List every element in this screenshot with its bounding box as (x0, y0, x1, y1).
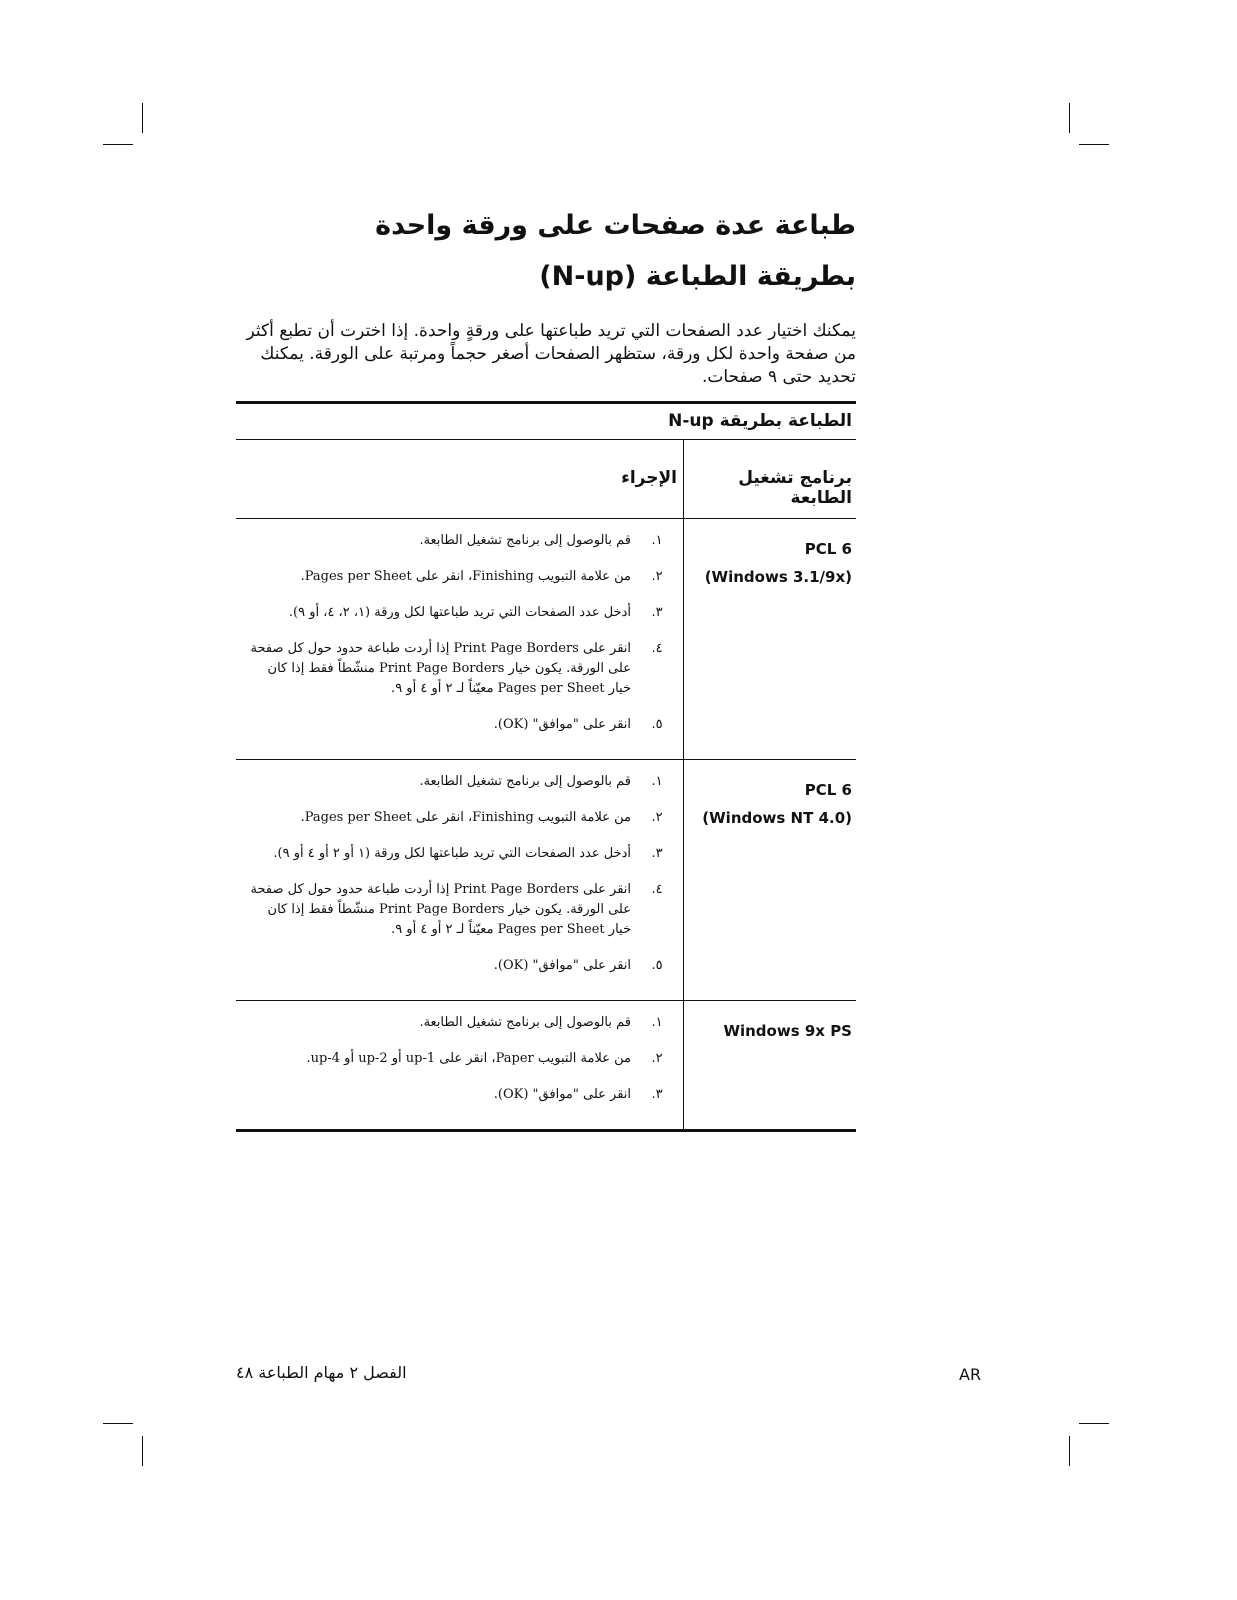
step-number: ٤. (651, 641, 663, 656)
step-number: ٥. (651, 717, 663, 732)
crop-mark (142, 1436, 143, 1466)
step-number: ٣. (651, 1087, 663, 1102)
step-text: قم بالوصول إلى برنامج تشغيل الطابعة. (419, 533, 631, 548)
steps-cell (236, 519, 684, 759)
list-item (236, 1049, 683, 1069)
list-item (236, 956, 683, 976)
crop-mark (103, 1423, 133, 1424)
crop-mark (1069, 1436, 1070, 1466)
list-item (236, 808, 683, 828)
driver-cell (684, 1001, 856, 1129)
step-number: ٣. (651, 846, 663, 861)
step-text: أدخل عدد الصفحات التي تريد طباعتها لكل ورقة (١، ٢، ٤، أو ٩). (288, 605, 631, 620)
table-row (236, 760, 856, 1001)
list-item (236, 880, 683, 940)
step-text: انقر على Print Page Borders إذا أردت طباعة حدود حول كل صفحة على الورقة. يكون خيار Print Page Borders منشّطاً فقط إذا كان خيار Pages per Sheet معيّناً لـ ٢ أو ٤ أو ٩. (250, 882, 631, 937)
page-title: طباعة عدة صفحات على ورقة واحدة (375, 210, 856, 241)
step-number: ٥. (651, 958, 663, 973)
table-row (236, 1001, 856, 1132)
step-number: ٤. (651, 882, 663, 897)
driver-name: PCL 6 (804, 781, 852, 799)
list-item (236, 567, 683, 587)
step-text: انقر على Print Page Borders إذا أردت طباعة حدود حول كل صفحة على الورقة. يكون خيار Print Page Borders منشّطاً فقط إذا كان خيار Pages per Sheet معيّناً لـ ٢ أو ٤ أو ٩. (250, 641, 631, 696)
driver-version: (Windows 3.1/9x) (704, 568, 852, 586)
table-caption: الطباعة بطريقة N-up (236, 404, 856, 440)
step-text: من علامة التبويب Finishing، انقر على Pages per Sheet. (300, 810, 631, 825)
table-row (236, 519, 856, 760)
list-item (236, 639, 683, 699)
step-number: ١. (651, 1015, 663, 1030)
footer-language: AR (959, 1365, 982, 1384)
driver-name: PCL 6 (804, 540, 852, 558)
step-number: ٢. (651, 1051, 663, 1066)
footer-chapter: الفصل ٢ مهام الطباعة ٤٨ (236, 1363, 407, 1382)
list-item (236, 844, 683, 864)
step-text: من علامة التبويب Finishing، انقر على Pages per Sheet. (300, 569, 631, 584)
crop-mark (142, 103, 143, 133)
driver-cell (684, 760, 856, 1000)
step-text: قم بالوصول إلى برنامج تشغيل الطابعة. (419, 1015, 631, 1030)
crop-mark (103, 144, 133, 145)
step-number: ١. (651, 533, 663, 548)
step-text: قم بالوصول إلى برنامج تشغيل الطابعة. (419, 774, 631, 789)
page-subtitle: بطريقة الطباعة (N-up) (539, 261, 856, 292)
page-content (236, 200, 856, 1132)
steps-cell (236, 1001, 684, 1129)
crop-mark (1069, 103, 1070, 133)
list-item (236, 715, 683, 735)
intro-paragraph: يمكنك اختيار عدد الصفحات التي تريد طباعتها على ورقةٍ واحدة. إذا اخترت أن تطبع أكثر من صفحة واحدة لكل ورقة، ستظهر الصفحات أصغر حجماً ومرتبة على الورقة. يمكنك تحديد حتى ٩ صفحات. (246, 321, 856, 387)
step-number: ١. (651, 774, 663, 789)
header-action: الإجراء (236, 440, 684, 518)
driver-cell (684, 519, 856, 759)
steps-cell (236, 760, 684, 1000)
list-item (236, 1013, 683, 1033)
step-text: انقر على "موافق" (OK). (493, 1087, 631, 1102)
crop-mark (1079, 144, 1109, 145)
driver-version: (Windows NT 4.0) (702, 809, 852, 827)
list-item (236, 1085, 683, 1105)
step-number: ٢. (651, 810, 663, 825)
step-text: انقر على "موافق" (OK). (493, 717, 631, 732)
step-text: انقر على "موافق" (OK). (493, 958, 631, 973)
crop-mark (1079, 1423, 1109, 1424)
list-item (236, 772, 683, 792)
nup-table (236, 401, 856, 1132)
list-item (236, 603, 683, 623)
table-header (236, 440, 856, 519)
step-number: ٣. (651, 605, 663, 620)
step-number: ٢. (651, 569, 663, 584)
step-text: من علامة التبويب Paper، انقر على 1-up أو 2-up أو 4-up. (306, 1051, 631, 1066)
driver-name: Windows 9x PS (723, 1022, 852, 1040)
header-driver: برنامج تشغيل الطابعة (738, 468, 852, 508)
list-item (236, 531, 683, 551)
step-text: أدخل عدد الصفحات التي تريد طباعتها لكل ورقة (١ أو ٢ أو ٤ أو ٩). (273, 846, 631, 861)
